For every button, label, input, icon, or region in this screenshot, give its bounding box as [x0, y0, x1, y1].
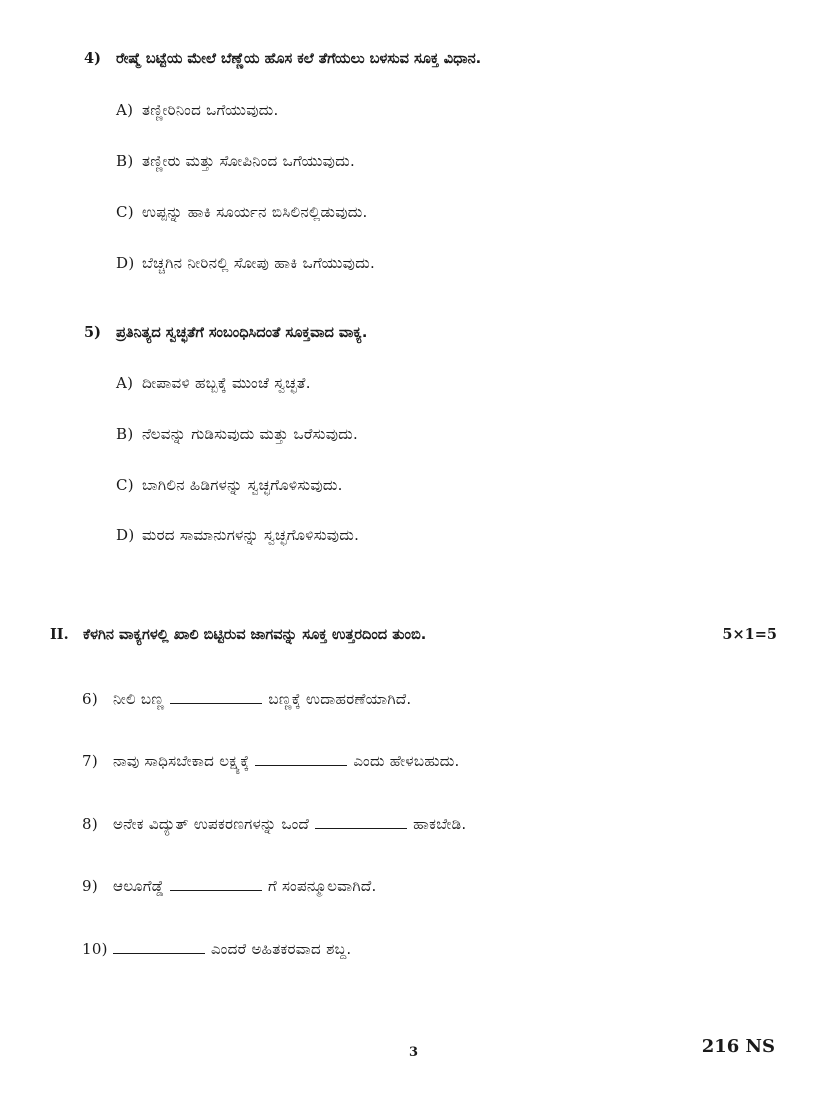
fill-blank-10 — [82, 940, 352, 958]
question-4-option-c — [116, 203, 368, 221]
option-text: ಬಾಗಿಲಿನ ಹಿಡಿಗಳನ್ನು ಸ್ವಚ್ಛಗೊಳಿಸುವುದು. — [142, 476, 343, 494]
option-label: C) — [116, 476, 134, 494]
text-after-blank: ಎಂದರೆ ಅಹಿತಕರವಾದ ಶಬ್ದ. — [211, 940, 352, 958]
question-number: 10) — [82, 940, 108, 958]
question-5-option-a — [116, 374, 311, 392]
question-text: ಪ್ರತಿನಿತ್ಯದ ಸ್ವಚ್ಛತೆಗೆ ಸಂಬಂಧಿಸಿದಂತೆ ಸೂಕ್ತವಾದ ವಾಕ್ಯ. — [116, 325, 368, 341]
option-label: C) — [116, 203, 134, 221]
answer-blank — [113, 952, 205, 954]
fill-blank-9 — [82, 877, 377, 895]
fill-blank-8 — [82, 815, 466, 833]
question-5-option-d — [116, 526, 359, 544]
option-label: B) — [116, 425, 134, 443]
paper-code: 216 NS — [701, 1036, 775, 1057]
question-number: 9) — [82, 877, 98, 895]
text-after-blank: ಗೆ ಸಂಪನ್ಮೂಲವಾಗಿದೆ. — [267, 877, 377, 895]
option-text: ಉಪ್ಪನ್ನು ಹಾಕಿ ಸೂರ್ಯನ ಬಿಸಿಲಿನಲ್ಲಿಡುವುದು. — [142, 203, 368, 221]
section-marks: 5×1=5 — [722, 626, 777, 643]
answer-blank — [255, 764, 347, 766]
text-before-blank: ಆಲೂಗೆಡ್ಡೆ — [113, 877, 164, 895]
answer-blank — [315, 827, 407, 829]
text-after-blank: ಬಣ್ಣಕ್ಕೆ ಉದಾಹರಣೆಯಾಗಿದೆ. — [268, 690, 412, 708]
option-text: ನೆಲವನ್ನು ಗುಡಿಸುವುದು ಮತ್ತು ಒರೆಸುವುದು. — [142, 425, 359, 443]
question-4-option-b — [116, 152, 355, 170]
question-number: 5) — [84, 324, 101, 341]
question-number: 4) — [84, 50, 101, 67]
section-number: II. — [50, 626, 69, 643]
option-text: ಬೆಚ್ಚಗಿನ ನೀರಿನಲ್ಲಿ ಸೋಪು ಹಾಕಿ ಒಗೆಯುವುದು. — [142, 254, 376, 272]
text-before-blank: ನೀಲಿ ಬಣ್ಣ — [113, 690, 165, 708]
fill-blank-6 — [82, 690, 412, 708]
question-number: 6) — [82, 690, 98, 708]
question-4-option-d — [116, 254, 375, 272]
question-4-stem — [84, 50, 481, 67]
option-label: B) — [116, 152, 134, 170]
option-label: D) — [116, 254, 135, 272]
option-text: ತಣ್ಣೀರು ಮತ್ತು ಸೋಪಿನಿಂದ ಒಗೆಯುವುದು. — [142, 152, 356, 170]
answer-blank — [170, 889, 262, 891]
text-after-blank: ಹಾಕಬೇಡಿ. — [413, 815, 467, 833]
text-before-blank: ಅನೇಕ ವಿದ್ಯುತ್ ಉಪಕರಣಗಳನ್ನು ಒಂದೆ — [113, 815, 310, 833]
option-text: ದೀಪಾವಳಿ ಹಬ್ಬಕ್ಕೆ ಮುಂಚೆ ಸ್ವಚ್ಛತೆ. — [142, 374, 311, 392]
option-label: A) — [116, 101, 134, 119]
question-5-stem — [84, 324, 367, 341]
question-5-option-b — [116, 425, 358, 443]
option-text: ತಣ್ಣೀರಿನಿಂದ ಒಗೆಯುವುದು. — [142, 101, 279, 119]
text-after-blank: ಎಂದು ಹೇಳಬಹುದು. — [353, 752, 460, 770]
question-number: 8) — [82, 815, 98, 833]
fill-blank-7 — [82, 752, 460, 770]
option-label: D) — [116, 526, 135, 544]
section-title: ಕೆಳಗಿನ ವಾಕ್ಯಗಳಲ್ಲಿ ಖಾಲಿ ಬಿಟ್ಟಿರುವ ಜಾಗವನ್ನು ಸೂಕ್ತ ಉತ್ತರದಿಂದ ತುಂಬಿ. — [83, 627, 427, 643]
question-number: 7) — [82, 752, 98, 770]
option-text: ಮರದ ಸಾಮಾನುಗಳನ್ನು ಸ್ವಚ್ಛಗೊಳಿಸುವುದು. — [142, 526, 360, 544]
section-heading — [50, 626, 777, 643]
question-text: ರೇಷ್ಮೆ ಬಟ್ಟೆಯ ಮೇಲೆ ಬೆಣ್ಣೆಯ ಹೊಸ ಕಲೆ ತೆಗೆಯಲು ಬಳಸುವ ಸೂಕ್ತ ವಿಧಾನ. — [116, 51, 482, 67]
question-4-option-a — [116, 101, 279, 119]
option-label: A) — [116, 374, 134, 392]
page-number: 3 — [408, 1045, 419, 1060]
text-before-blank: ನಾವು ಸಾಧಿಸಬೇಕಾದ ಲಕ್ಷ್ಯಕ್ಕೆ — [113, 752, 250, 770]
answer-blank — [170, 702, 262, 704]
question-5-option-c — [116, 476, 343, 494]
